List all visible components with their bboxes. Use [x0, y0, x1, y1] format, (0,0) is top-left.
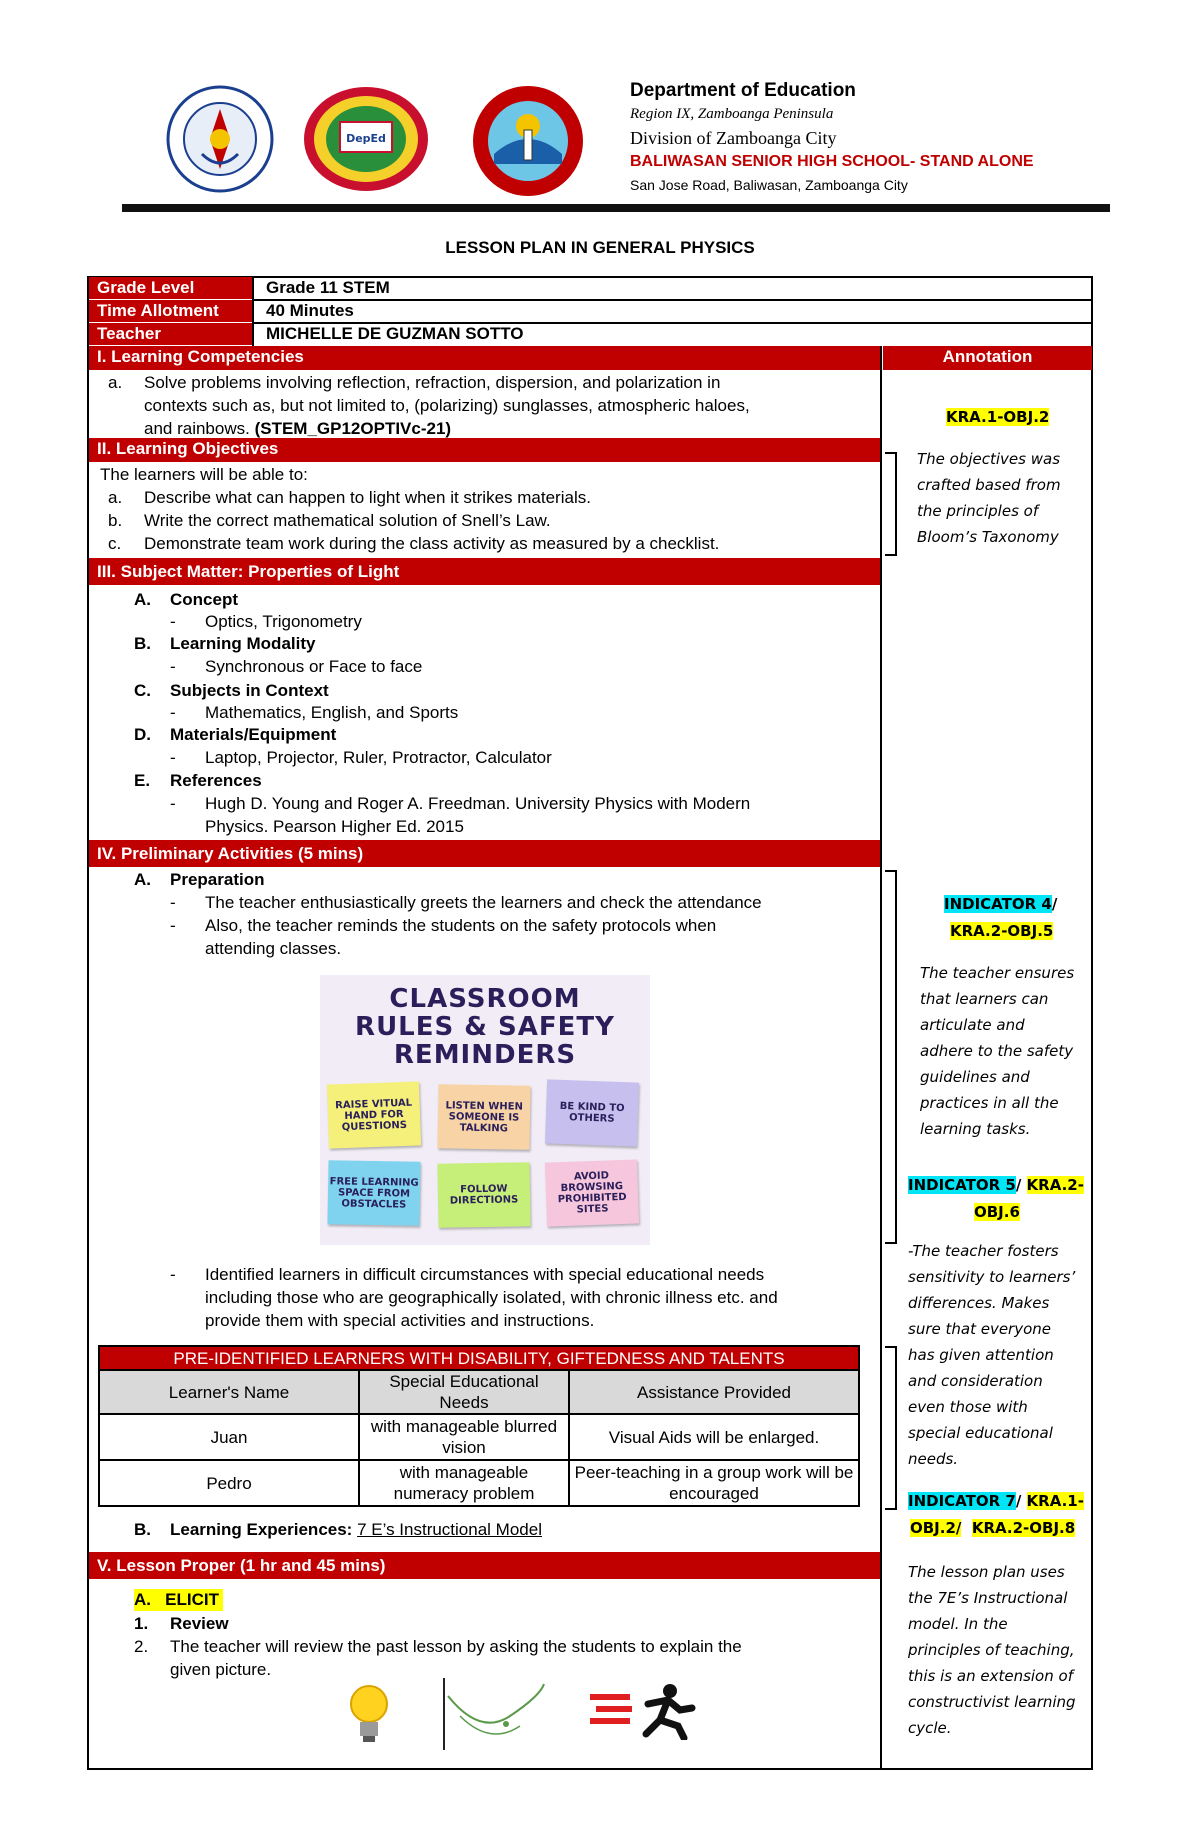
annotation-text-1-line-4: Bloom’s Taxonomy [917, 528, 1059, 546]
indicator-4-line [944, 891, 1057, 918]
exp-marker: B. [134, 1520, 151, 1539]
light-path-diagram-icon [440, 1676, 552, 1752]
grade-level-label: Grade Level [89, 277, 252, 299]
school-name: BALIWASAN SENIOR HIGH SCHOOL- STAND ALONE [630, 153, 1034, 170]
cell-name: Juan [99, 1414, 359, 1460]
competency-line-3-text: and rainbows. [144, 419, 255, 438]
identified-line-2: including those who are geographically isolated, with chronic illness etc. and [205, 1288, 778, 1307]
annotation-text-1-line-2: crafted based from [917, 476, 1061, 494]
division-zamboanga-logo [300, 84, 432, 194]
indicator-5-badge: INDICATOR 5 [908, 1176, 1016, 1194]
annotation-text-2-line-1: The teacher ensures [920, 964, 1075, 982]
indicator-4-kra-line [950, 918, 1053, 945]
annotation-text-2-line-3: articulate and [920, 1016, 1025, 1034]
section-preliminary-activities: IV. Preliminary Activities (5 mins) [89, 840, 880, 867]
prep-bullet-2: Also, the teacher reminds the students on the safety protocols when [205, 916, 717, 935]
sm-concept-dash: - [170, 612, 176, 631]
elicit-marker: A. [134, 1590, 151, 1609]
learner-table-bracket [885, 1346, 897, 1510]
baliwasan-shs-logo [464, 84, 592, 198]
deped-seal-logo [150, 84, 290, 194]
annotation-text-3-line-1: -The teacher fosters [908, 1242, 1059, 1260]
objective-a-marker: a. [108, 488, 123, 507]
page-title: LESSON PLAN IN GENERAL PHYSICS [445, 238, 755, 257]
identified-line-3: provide them with special activities and instructions. [205, 1311, 595, 1330]
annotation-text-1-line-3: the principles of [917, 502, 1039, 520]
annotation-text-3-line-4: sure that everyone [908, 1320, 1052, 1338]
poster-note-5: FOLLOW DIRECTIONS [437, 1162, 530, 1228]
indicator-5-obj-line [974, 1199, 1020, 1226]
poster-title-1: CLASSROOM [389, 984, 581, 1014]
indicator-7-obj-line [910, 1515, 1075, 1542]
svg-text:DepEd: DepEd [346, 132, 386, 145]
annotation-text-3-line-9: needs. [908, 1450, 959, 1468]
identified-line-1: Identified learners in difficult circumstances with special educational needs [205, 1265, 765, 1284]
objective-c-marker: c. [108, 534, 122, 553]
poster-note-6: AVOID BROWSING PROHIBITED SITES [545, 1159, 639, 1226]
sm-context-dash: - [170, 703, 176, 722]
annotation-text-2-line-5: guidelines and [920, 1068, 1030, 1086]
poster-note-3: BE KIND TO OTHERS [545, 1079, 639, 1146]
competency-line-3 [144, 418, 451, 440]
annotation-text-3-line-8: special educational [908, 1424, 1053, 1442]
section-learning-objectives: II. Learning Objectives [89, 438, 880, 462]
sm-modality-dash: - [170, 657, 176, 676]
annotation-text-4-line-5: this is an extension of [908, 1667, 1073, 1685]
time-allotment-value: 40 Minutes [266, 301, 354, 320]
classroom-rules-poster [320, 975, 650, 1245]
time-allotment-label: Time Allotment [89, 300, 252, 322]
annotation-text-3-line-2: sensitivity to learners’ [908, 1268, 1076, 1286]
step1-marker: 1. [134, 1614, 149, 1633]
annotation-text-3-line-5: has given attention [908, 1346, 1054, 1364]
col-assistance: Assistance Provided [569, 1370, 859, 1414]
identified-dash: - [170, 1265, 176, 1284]
indicator-5-separator: / [1015, 1176, 1027, 1194]
prep-bullet-1-dash: - [170, 893, 176, 912]
step2-line-2: given picture. [170, 1660, 272, 1679]
obj-2-badge: OBJ.2/ [910, 1519, 962, 1537]
col-special-needs: Special Educational Needs [359, 1370, 569, 1414]
indicator-4-separator: / [1051, 895, 1058, 913]
sm-references-title: References [170, 771, 262, 790]
kra-1-obj-2-badge: KRA.1-OBJ.2 [946, 408, 1050, 426]
step2-line-1: The teacher will review the past lesson by asking the students to explain the [170, 1637, 742, 1656]
kra-2-badge: KRA.2- [1026, 1176, 1084, 1194]
sm-concept-title: Concept [170, 590, 238, 609]
competency-line-2: contexts such as, but not limited to, (polarizing) sunglasses, atmospheric haloes, [144, 396, 750, 415]
indicator-7-badge: INDICATOR 7 [908, 1492, 1016, 1510]
exp-value-link[interactable]: 7 E’s Instructional Model [357, 1520, 542, 1539]
running-person-icon [588, 1682, 700, 1740]
cell-needs: with manageable blurred vision [359, 1414, 569, 1460]
poster-title-3: REMINDERS [393, 1040, 577, 1070]
annotation-text-3-line-7: even those with [908, 1398, 1028, 1416]
annotation-text-2-line-7: learning tasks. [920, 1120, 1031, 1138]
poster-note-1: RAISE VITUAL HAND FOR QUESTIONS [327, 1081, 421, 1148]
sm-materials-dash: - [170, 748, 176, 767]
sm-concept-marker: A. [134, 590, 151, 609]
annotation-text-2-line-4: adhere to the safety [920, 1042, 1074, 1060]
sm-context-detail: Mathematics, English, and Sports [205, 703, 459, 722]
step1-title: Review [170, 1614, 229, 1633]
competency-marker: a. [108, 373, 123, 392]
objective-b: Write the correct mathematical solution of Snell’s Law. [144, 511, 551, 530]
sm-references-detail-2: Physics. Pearson Higher Ed. 2015 [205, 817, 464, 836]
elicit-title: ELICIT [165, 1590, 220, 1609]
obj-6-badge: OBJ.6 [974, 1203, 1020, 1221]
annotation-text-4-line-4: principles of teaching, [908, 1641, 1075, 1659]
department-name: Department of Education [630, 80, 856, 101]
prep-marker: A. [134, 870, 151, 889]
prep-bullet-2b: attending classes. [205, 939, 342, 958]
annotation-text-1-line-1: The objectives was [917, 450, 1061, 468]
light-bulb-icon [345, 1680, 393, 1746]
table-row [99, 1414, 859, 1460]
objective-a: Describe what can happen to light when it strikes materials. [144, 488, 591, 507]
section-lesson-proper: V. Lesson Proper (1 hr and 45 mins) [89, 1552, 880, 1579]
poster-note-4: FREE LEARNING SPACE FROM OBSTACLES [327, 1160, 420, 1226]
cell-assistance: Peer-teaching in a group work will be encouraged [569, 1460, 859, 1506]
header-divider [122, 204, 1110, 212]
indicator-5-line [908, 1172, 1084, 1199]
indicator-7-line [908, 1488, 1084, 1515]
prep-title: Preparation [170, 870, 265, 889]
division-name: Division of Zamboanga City [630, 128, 837, 148]
table-row [99, 1460, 859, 1506]
competency-code: (STEM_GP12OPTIVc-21) [254, 419, 452, 438]
step2-marker: 2. [134, 1637, 149, 1656]
sm-modality-detail: Synchronous or Face to face [205, 657, 423, 676]
sm-references-detail: Hugh D. Young and Roger A. Freedman. University Physics with Modern [205, 794, 751, 813]
col-learner-name: Learner's Name [99, 1370, 359, 1414]
sm-context-marker: C. [134, 681, 151, 700]
annotation-text-2-line-6: practices in all the [920, 1094, 1059, 1112]
annotation-text-3-line-6: and consideration [908, 1372, 1043, 1390]
prep-bullet-1: The teacher enthusiastically greets the learners and check the attendance [205, 893, 762, 912]
teacher-value: MICHELLE DE GUZMAN SOTTO [266, 324, 524, 343]
objective-b-marker: b. [108, 511, 123, 530]
kra-1-badge: KRA.1- [1026, 1492, 1084, 1510]
objective-c: Demonstrate team work during the class activity as measured by a checklist. [144, 534, 720, 553]
learner-table-title: PRE-IDENTIFIED LEARNERS WITH DISABILITY, GIFTEDNESS AND TALENTS [99, 1346, 859, 1370]
learner-needs-table [98, 1345, 860, 1507]
annotation-kra-1 [946, 404, 1049, 431]
indicator-7-separator: / [1015, 1492, 1027, 1510]
section-subject-matter: III. Subject Matter: Properties of Light [89, 558, 880, 585]
sm-materials-title: Materials/Equipment [170, 725, 337, 744]
learning-experiences [170, 1519, 542, 1541]
kra-2-obj-8-badge: KRA.2-OBJ.8 [971, 1519, 1076, 1537]
prep-bullet-2-dash: - [170, 916, 176, 935]
objectives-bracket [885, 452, 897, 556]
sm-context-title: Subjects in Context [170, 681, 329, 700]
cell-assistance: Visual Aids will be enlarged. [569, 1414, 859, 1460]
section-learning-competencies: I. Learning Competencies [89, 346, 880, 370]
indicator-4-badge: INDICATOR 4 [944, 895, 1052, 913]
poster-title-2: RULES & SAFETY [355, 1012, 615, 1042]
elicit-heading [134, 1589, 223, 1611]
grade-level-value: Grade 11 STEM [266, 278, 390, 297]
objectives-intro: The learners will be able to: [100, 465, 308, 484]
school-address: San Jose Road, Baliwasan, Zamboanga City [630, 177, 908, 193]
annotation-text-2-line-2: that learners can [920, 990, 1049, 1008]
exp-label: Learning Experiences: [170, 1520, 358, 1539]
teacher-label: Teacher [89, 323, 252, 345]
annotation-text-4-line-7: cycle. [908, 1719, 952, 1737]
annotation-text-3-line-3: differences. Makes [908, 1294, 1050, 1312]
preparation-bracket [885, 870, 897, 1244]
cell-needs: with manageable numeracy problem [359, 1460, 569, 1506]
region-name: Region IX, Zamboanga Peninsula [630, 106, 834, 122]
kra-2-obj-5-badge: KRA.2-OBJ.5 [950, 922, 1054, 940]
annotation-text-4-line-6: constructivist learning [908, 1693, 1076, 1711]
sm-modality-title: Learning Modality [170, 634, 316, 653]
sm-concept-detail: Optics, Trigonometry [205, 612, 362, 631]
poster-note-2: LISTEN WHEN SOMEONE IS TALKING [437, 1084, 530, 1150]
annotation-text-4-line-3: model. In the [908, 1615, 1008, 1633]
annotation-text-4-line-1: The lesson plan uses [908, 1563, 1065, 1581]
annotation-text-4-line-2: the 7E’s Instructional [908, 1589, 1068, 1607]
competency-line-1: Solve problems involving reflection, refraction, dispersion, and polarization in [144, 373, 721, 392]
annotation-heading: Annotation [883, 346, 1092, 370]
sm-modality-marker: B. [134, 634, 151, 653]
sm-references-dash: - [170, 794, 176, 813]
sm-materials-marker: D. [134, 725, 151, 744]
cell-name: Pedro [99, 1460, 359, 1506]
sm-materials-detail: Laptop, Projector, Ruler, Protractor, Calculator [205, 748, 552, 767]
sm-references-marker: E. [134, 771, 151, 790]
